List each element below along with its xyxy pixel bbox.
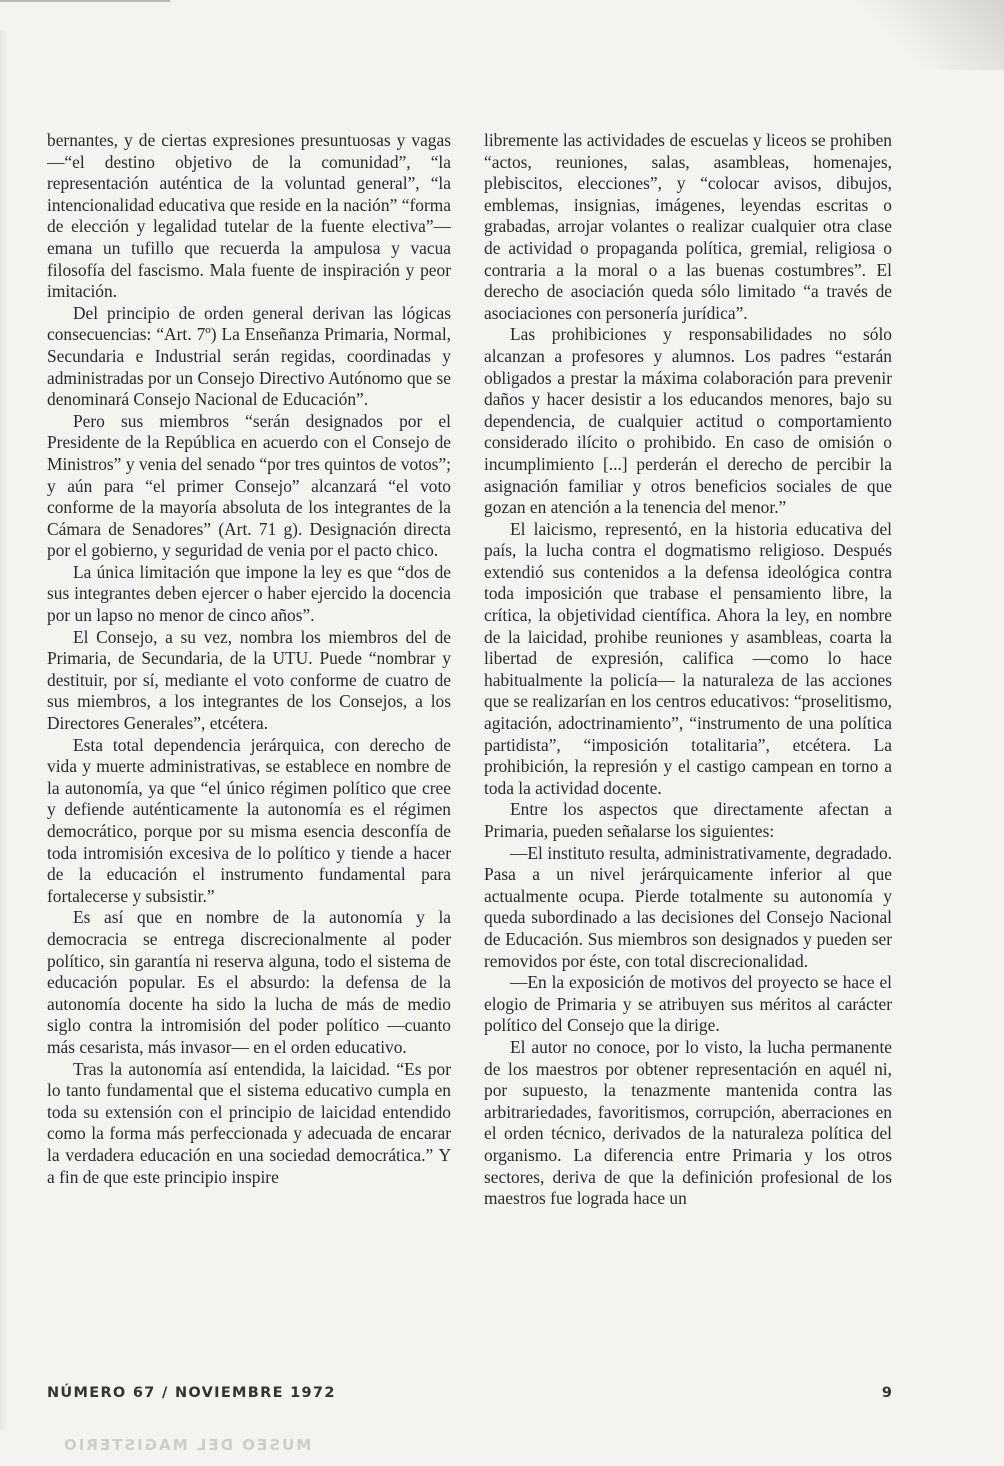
- paragraph: Pero sus miembros “serán designados por el Presidente de la República en acuerdo con el Consejo de Ministros” y venia del senado “por tres quintos de votos”; y aún para “el primer Consejo” alcanzará “el voto conforme de la mayoría absoluta de los integrantes de la Cámara de Senadores” (Art. 71 g). Designación directa por el gobierno, y seguridad de venia por el pacto chico.: [47, 410, 451, 561]
- page-edge-line: [0, 0, 170, 6]
- text-column-left: [47, 130, 451, 1188]
- paragraph: La única limitación que impone la ley es que “dos de sus integrantes deben ejercer o haber ejercido la docencia por un lapso no menor de cinco años”.: [47, 561, 451, 626]
- paragraph: El autor no conoce, por lo visto, la lucha permanente de los maestros por obtener representación en aquél ni, por supuesto, la tenazmente mantenida contra las arbitrariedades, favoritismos, corrupción, aberraciones en el orden técnico, derivados de la naturaleza política del organismo. La diferencia entre Primaria y los otros sectores, deriva de que la definición profesional de los maestros fue lograda hace un: [484, 1036, 892, 1209]
- issue-line: NÚMERO 67 / NOVIEMBRE 1972: [47, 1385, 336, 1401]
- paragraph: libremente las actividades de escuelas y liceos se prohiben “actos, reuniones, salas, asambleas, homenajes, plebiscitos, elecciones”, y “colocar avisos, dibujos, emblemas, insignias, imágenes, leyendas escritas o grabadas, arrojar volantes o realizar cualquier otra clase de actividad o propaganda política, gremial, religiosa o contraria a la moral o a las buenas costumbres”. El derecho de asociación queda sólo limitado “a través de asociaciones con personería jurídica”.: [484, 130, 892, 323]
- paragraph: Del principio de orden general derivan las lógicas consecuencias: “Art. 7º) La Enseñanza Primaria, Normal, Secundaria e Industrial serán regidas, coordinadas y administradas por un Consejo Directivo Autónomo que se denominará Consejo Nacional de Educación”.: [47, 302, 451, 410]
- paragraph: Entre los aspectos que directamente afectan a Primaria, pueden señalarse los siguientes:: [484, 799, 892, 841]
- paragraph: Es así que en nombre de la autonomía y la democracia se entrega discrecionalmente al poder político, sin garantía ni reserva alguna, todo el sistema de educación popular. Es el absurdo: la defensa de la autonomía docente ha sido la lucha de más de medio siglo contra la intromisión del poder político —cuanto más cesarista, más invasor— en el orden educativo.: [47, 907, 451, 1057]
- text-column-right: [484, 130, 892, 1210]
- bleed-through-stamp: [62, 1436, 322, 1456]
- paragraph: —En la exposición de motivos del proyecto se hace el elogio de Primaria y se atribuyen sus méritos al carácter político del Consejo que la dirige.: [484, 972, 892, 1036]
- paragraph: Tras la autonomía así entendida, la laicidad. “Es por lo tanto fundamental que el sistema educativo cumpla en toda su extensión con el principio de laicidad entendido como la forma más perfeccionada y adecuada de encarar la verdadera educación en una sociedad democrática.” Y a fin de que este principio inspire: [47, 1058, 451, 1187]
- paragraph: Las prohibiciones y responsabilidades no sólo alcanzan a profesores y alumnos. Los padres “estarán obligados a prestar la máxima colaboración para prevenir daños y hacer desistir a los educandos menores, bajo su dependencia, de cualquier actitud o comportamiento considerado ilícito o prohibido. En caso de omisión o incumplimiento [...] perderán el derecho de percibir la asignación familiar y otros beneficios sociales de que gozan en atención a la tenencia del menor.”: [484, 324, 892, 518]
- paragraph: bernantes, y de ciertas expresiones presuntuosas y vagas —“el destino objetivo de la comunidad”, “la representación auténtica de la voluntad general”, “la intencionalidad educativa que reside en la nación” “forma de elección y legalidad tutelar de la fuente electiva”— emana un tufillo que recuerda la ampulosa y vacua filosofía del fascismo. Mala fuente de inspiración y peor imitación.: [47, 130, 451, 302]
- corner-shadow: [854, 0, 1004, 70]
- paragraph: Esta total dependencia jerárquica, con derecho de vida y muerte administrativas, se establece en nombre de la autonomía, ya que “el único régimen político que cree y defiende auténticamente la autonomía es el régimen democrático, porque por su misma esencia desconfía de toda intromisión excesiva de lo político y tiende a hacer de la educación el instrumento fundamental para fortalecerse y subsistir.”: [47, 734, 451, 906]
- stamp-text: MUSEO DEL MAGISTERIO: [62, 1436, 312, 1454]
- paragraph: El Consejo, a su vez, nombra los miembros del de Primaria, de Secundaria, de la UTU. Puede “nombrar y destituir, por sí, mediante el voto conforme de cuatro de sus miembros, a los integrantes de los Consejos, a los Directores Generales”, etcétera.: [47, 626, 451, 734]
- page-number: 9: [881, 1385, 892, 1401]
- paragraph: El laicismo, representó, en la historia educativa del país, la lucha contra el dogmatismo religioso. Después extendió sus contenidos a la defensa ideológica contra toda imposición que trabase el pensamiento libre, la crítica, la objetividad científica. Ahora la ley, en nombre de la laicidad, prohibe reuniones y asambleas, coarta la libertad de expresión, califica —como lo hace habitualmente la policía— la naturaleza de las acciones que se realizarían en los centros educativos: “proselitismo, agitación, adoctrinamiento”, “instrumento de una política partidista”, “imposición totalitaria”, etcétera. La prohibición, la represión y el castigo campean en torno a toda la actividad docente.: [484, 518, 892, 798]
- paragraph: —El instituto resulta, administrativamente, degradado. Pasa a un nivel jerárquicamente inferior al que actualmente ocupa. Pierde totalmente su autonomía y queda subordinado a las decisiones del Consejo Nacional de Educación. Sus miembros son designados y pueden ser removidos por éste, con total discrecionalidad.: [484, 842, 892, 971]
- page-crease: [0, 30, 8, 1430]
- page-footer: [47, 1385, 892, 1409]
